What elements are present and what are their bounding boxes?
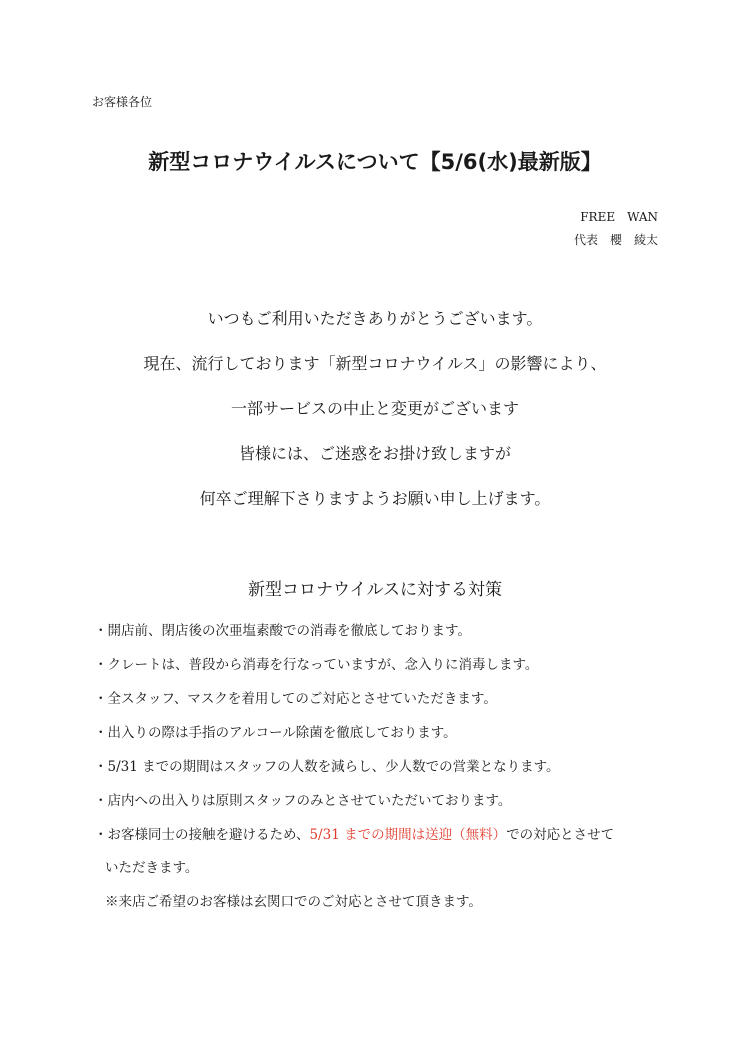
measure-item: ・店内への出入りは原則スタッフのみとさせていただいております。 (94, 793, 512, 809)
salutation: お客様各位 (92, 95, 153, 109)
measure-item: ・クレートは、普段から消毒を行なっていますが、念入りに消毒します。 (94, 657, 539, 673)
page-title: 新型コロナウイルスについて【5/6(水)最新版】 (148, 150, 602, 174)
greeting-block (0, 303, 750, 528)
measure-item: ・5/31 までの期間はスタッフの人数を減らし、少人数での営業となります。 (94, 759, 560, 775)
measure-item: ・開店前、閉店後の次亜塩素酸での消毒を徹底しております。 (94, 623, 471, 639)
pickup-suffix: での対応とさせて (506, 827, 615, 843)
greeting-line: 皆様には、ご迷惑をお掛け致しますが (238, 444, 511, 463)
entrance-note: ※来店ご希望のお客様は玄関口でのご対応とさせて頂きます。 (105, 894, 482, 910)
greeting-line: いつもご利用いただきありがとうございます。 (207, 309, 543, 328)
greeting-line: 現在、流行しております「新型コロナウイルス」の影響により、 (143, 354, 607, 373)
greeting-line: 一部サービスの中止と変更がございます (230, 399, 519, 418)
greeting-line: 何卒ご理解下さりますようお願い申し上げます。 (199, 489, 551, 508)
pickup-prefix: ・お客様同士の接触を避けるため、 (94, 827, 310, 843)
sender-block (574, 206, 658, 252)
measure-item: ・出入りの際は手指のアルコール除菌を徹底しております。 (94, 725, 457, 741)
measures-list (94, 617, 674, 915)
measure-item: ・全スタッフ、マスクを着用してのご対応とさせていただきます。 (94, 691, 497, 707)
measures-heading: 新型コロナウイルスに対する対策 (248, 580, 502, 600)
company-name: FREE WAN (580, 210, 658, 224)
measure-item-pickup (94, 821, 674, 855)
pickup-continuation: いただきます。 (105, 860, 199, 876)
pickup-highlight: 5/31 までの期間は送迎（無料） (309, 827, 507, 843)
representative-name: 代表 櫻 綾太 (573, 233, 658, 247)
